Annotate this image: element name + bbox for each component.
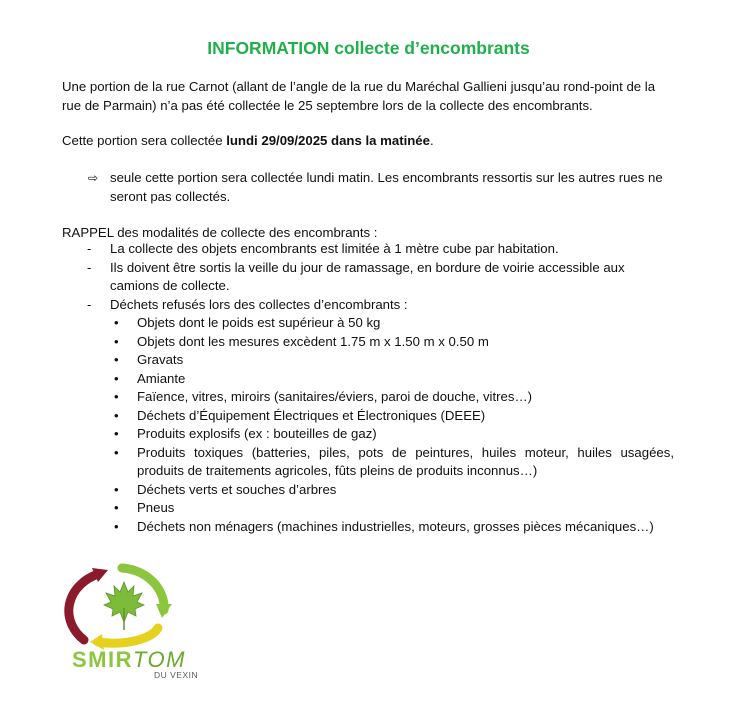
- refused-item: [109, 425, 674, 444]
- schedule-text-after: .: [429, 133, 434, 148]
- rule-item: [62, 240, 674, 259]
- refused-item: [109, 407, 674, 426]
- refused-item: [109, 518, 674, 537]
- refused-item: [109, 481, 674, 500]
- logo-wordmark-tom: TOM: [133, 647, 186, 672]
- refused-item-text: Déchets non ménagers (machines industrielles, moteurs, grosses pièces mécaniques…): [137, 518, 654, 534]
- refused-item-text: Produits toxiques (batteries, piles, pots de peintures, huiles moteur, huiles usagées, produits de traitements agricoles, fûts pleins de produits inconnus…): [137, 444, 674, 478]
- refused-item-text: Déchets d’Équipement Électriques et Électroniques (DEEE): [137, 407, 486, 423]
- rule-text: Déchets refusés lors des collectes d’encombrants :: [110, 296, 408, 312]
- rappel-heading: RAPPEL des modalités de collecte des encombrants :: [62, 225, 378, 240]
- recycling-leaf-icon: [62, 562, 212, 652]
- dash-marker: -: [87, 259, 92, 275]
- bullet-marker: •: [114, 444, 119, 460]
- bullet-marker: •: [114, 352, 119, 367]
- bullet-marker: •: [114, 333, 119, 349]
- refused-item: [109, 351, 674, 370]
- bullet-marker: •: [114, 389, 119, 404]
- dash-marker: -: [87, 296, 92, 312]
- refused-item: [109, 370, 674, 389]
- bullet-marker: •: [114, 315, 119, 330]
- schedule-date: lundi 29/09/2025 dans la matinée: [226, 133, 430, 148]
- bullet-marker: •: [114, 500, 119, 515]
- bullet-marker: •: [114, 407, 119, 423]
- smirtom-logo: [62, 562, 212, 684]
- arrow-note: [88, 169, 678, 206]
- arrow-right-icon: ⇨: [88, 171, 99, 185]
- logo-wordmark-smir: SMIR: [72, 647, 133, 672]
- refused-item-text: Amiante: [137, 370, 186, 386]
- rule-text: Ils doivent être sortis la veille du jour de ramassage, en bordure de voirie accessible aux camions de collecte.: [110, 259, 625, 293]
- refused-item-text: Produits explosifs (ex : bouteilles de gaz): [137, 426, 377, 441]
- refused-items-list: [109, 314, 674, 536]
- refused-item-text: Gravats: [137, 352, 184, 367]
- refused-item: [109, 314, 674, 333]
- refused-item: [109, 388, 674, 407]
- rule-item: [62, 296, 674, 537]
- logo-subtitle: DU VEXIN: [154, 670, 199, 680]
- logo-wordmark: [72, 648, 186, 672]
- schedule-text-before: Cette portion sera collectée: [62, 133, 227, 148]
- arrow-note-text: seule cette portion sera collectée lundi matin. Les encombrants ressortis sur les autres rues ne seront pas collectés.: [110, 170, 663, 204]
- refused-item-text: Pneus: [137, 500, 175, 515]
- rule-text: La collecte des objets encombrants est limitée à 1 mètre cube par habitation.: [110, 241, 559, 256]
- bullet-marker: •: [114, 481, 119, 497]
- rule-item: [62, 259, 674, 296]
- page-title: INFORMATION collecte d’encombrants: [207, 38, 530, 58]
- refused-item-text: Objets dont le poids est supérieur à 50 kg: [137, 315, 381, 330]
- refused-item: [109, 444, 674, 481]
- bullet-marker: •: [114, 518, 119, 534]
- schedule-paragraph: [62, 132, 674, 151]
- bullet-marker: •: [114, 370, 119, 386]
- bullet-marker: •: [114, 426, 119, 441]
- refused-item-text: Objets dont les mesures excèdent 1.75 m x 1.50 m x 0.50 m: [137, 333, 489, 349]
- refused-item: [109, 333, 674, 352]
- refused-item: [109, 499, 674, 518]
- intro-paragraph: Une portion de la rue Carnot (allant de l’angle de la rue du Maréchal Gallieni jusqu’au rond-point de la rue de Parmain) n’a pas été collectée le 25 septembre lors de la collecte des encombrants.: [62, 79, 656, 113]
- refused-item-text: Faïence, vitres, miroirs (sanitaires/éviers, paroi de douche, vitres…): [137, 389, 533, 404]
- refused-item-text: Déchets verts et souches d’arbres: [137, 481, 337, 497]
- dash-marker: -: [87, 241, 92, 256]
- rules-list: [62, 240, 674, 536]
